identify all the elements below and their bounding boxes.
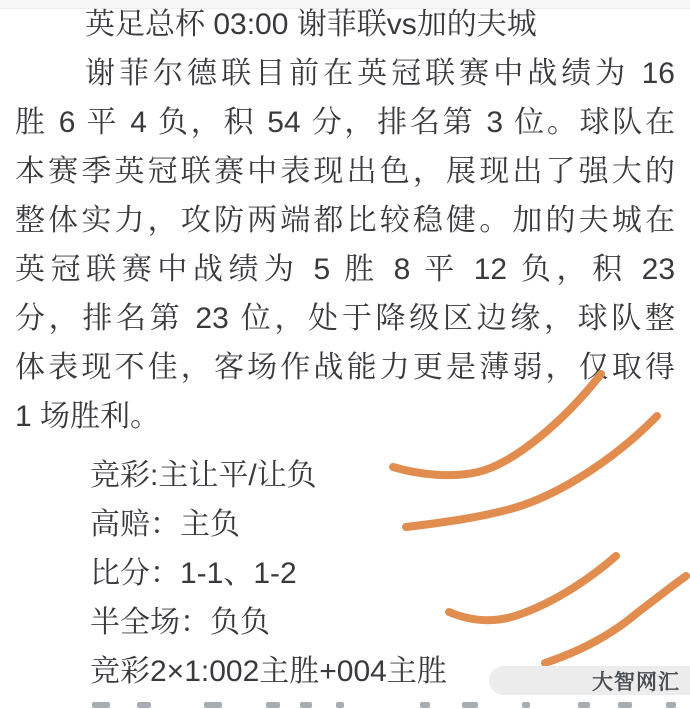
body-line: 英冠联赛中战绩为 5 胜 8 平 12 负，积 23 (15, 253, 675, 286)
clipped-glyph-top (578, 702, 590, 708)
clipped-glyph-top (336, 702, 344, 708)
body-line: 分，排名第 23 位，处于降级区边缘，球队整 (15, 302, 675, 335)
clipped-next-line (0, 702, 690, 709)
clipped-glyph-top (137, 702, 151, 708)
body-line: 1 场胜利。 (15, 400, 161, 433)
body-line: 谢菲尔德联目前在英冠联赛中战绩为 16 (85, 57, 675, 90)
watermark-badge (489, 666, 690, 695)
watermark-label: 大智网汇 (592, 670, 680, 694)
clipped-glyph-top (300, 702, 312, 708)
body-line: 整体实力，攻防两端都比较稳健。加的夫城在 (15, 204, 675, 237)
clipped-glyph-top (522, 702, 530, 708)
clipped-glyph-top (266, 702, 280, 708)
tip-line-bifen: 比分：1-1、1-2 (90, 557, 297, 590)
article-content (15, 0, 675, 696)
clipped-glyph-top (618, 702, 632, 708)
clipped-glyph-top (666, 702, 676, 708)
betting-tips (15, 451, 675, 696)
body-line: 体表现不佳，客场作战能力更是薄弱，仅取得 (15, 351, 675, 384)
clipped-glyph-top (420, 702, 430, 708)
article-title: 英足总杯 03:00 谢菲联vs加的夫城 (85, 8, 537, 41)
clipped-glyph-top (204, 702, 222, 708)
clipped-glyph-top (462, 702, 478, 708)
tip-line-banquanchang: 半全场：负负 (90, 606, 270, 639)
clipped-glyph-top (92, 702, 110, 708)
tip-line-jingcai-2x1: 竞彩2×1:002主胜+004主胜 (90, 655, 447, 688)
body-line: 胜 6 平 4 负，积 54 分，排名第 3 位。球队在 (15, 106, 675, 139)
body-line: 本赛季英冠联赛中表现出色，展现出了强大的 (15, 155, 675, 188)
tip-line-jingcai: 竞彩:主让平/让负 (90, 459, 317, 492)
tip-line-gaopei: 高赔：主负 (90, 508, 240, 541)
